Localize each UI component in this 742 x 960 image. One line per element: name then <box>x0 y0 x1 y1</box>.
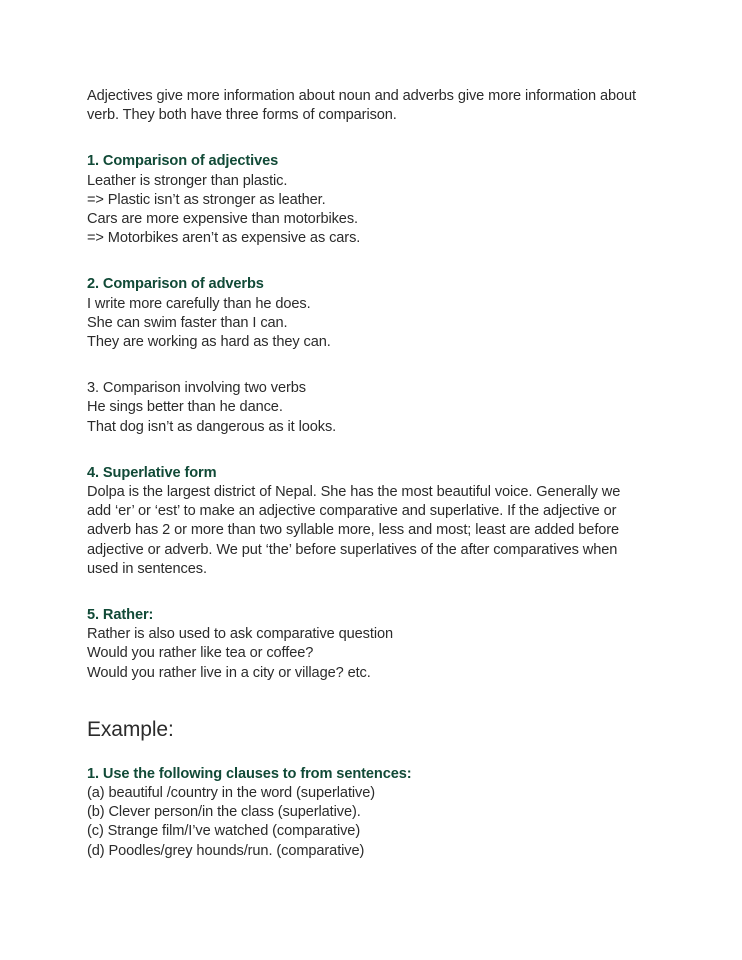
body-line: adjective or adverb. We put ‘the’ before superlatives of the after comparatives when <box>87 541 618 558</box>
example-line: Cars are more expensive than motorbikes. <box>87 211 358 228</box>
intro-line: Adjectives give more information about noun and adverbs give more information about <box>87 88 637 104</box>
example-line: He sings better than he dance. <box>87 399 283 416</box>
section-heading: 2. Comparison of adverbs <box>87 276 264 293</box>
example-line: That dog isn’t as dangerous as it looks. <box>87 418 337 435</box>
exercise-item: (d) Poodles/grey hounds/run. (comparative) <box>87 842 365 859</box>
example-line: Leather is stronger than plastic. <box>87 172 288 189</box>
example-line: She can swim faster than I can. <box>87 314 288 331</box>
example-line: => Motorbikes aren’t as expensive as cars. <box>87 230 361 247</box>
body-line: Dolpa is the largest district of Nepal. She has the most beautiful voice. Generally we <box>87 484 621 501</box>
exercise-item: (b) Clever person/in the class (superlative). <box>87 804 361 821</box>
intro-paragraph <box>87 87 677 125</box>
example-line: => Plastic isn’t as stronger as leather. <box>87 191 326 208</box>
section-heading: 3. Comparison involving two verbs <box>87 380 306 397</box>
example-line: They are working as hard as they can. <box>87 334 331 351</box>
body-line: adverb has 2 or more than two syllable more, less and most; least are added before <box>87 522 620 539</box>
example-line: Would you rather live in a city or village? etc. <box>87 664 371 681</box>
section-rather <box>87 606 677 683</box>
example-line: Rather is also used to ask comparative question <box>87 626 393 643</box>
exercise-section <box>87 765 677 861</box>
section-heading: 5. Rather: <box>87 607 154 624</box>
example-line: I write more carefully than he does. <box>87 295 311 312</box>
exercise-item: (c) Strange film/I’ve watched (comparative) <box>87 823 361 840</box>
example-line: Would you rather like tea or coffee? <box>87 645 314 662</box>
exercise-heading: 1. Use the following clauses to from sentences: <box>87 765 412 782</box>
example-title: Example: <box>87 717 174 741</box>
section-superlative-form <box>87 464 677 579</box>
body-line: add ‘er’ or ‘est’ to make an adjective comparative and superlative. If the adjective or <box>87 503 617 520</box>
section-heading: 4. Superlative form <box>87 464 217 481</box>
section-heading: 1. Comparison of adjectives <box>87 153 279 170</box>
intro-line: verb. They both have three forms of comparison. <box>87 107 397 124</box>
document-page <box>87 87 677 861</box>
body-line: used in sentences. <box>87 560 207 577</box>
exercise-item: (a) beautiful /country in the word (superlative) <box>87 785 376 802</box>
section-comparison-of-adjectives <box>87 152 677 248</box>
section-comparison-two-verbs <box>87 379 677 437</box>
section-comparison-of-adverbs <box>87 275 677 352</box>
